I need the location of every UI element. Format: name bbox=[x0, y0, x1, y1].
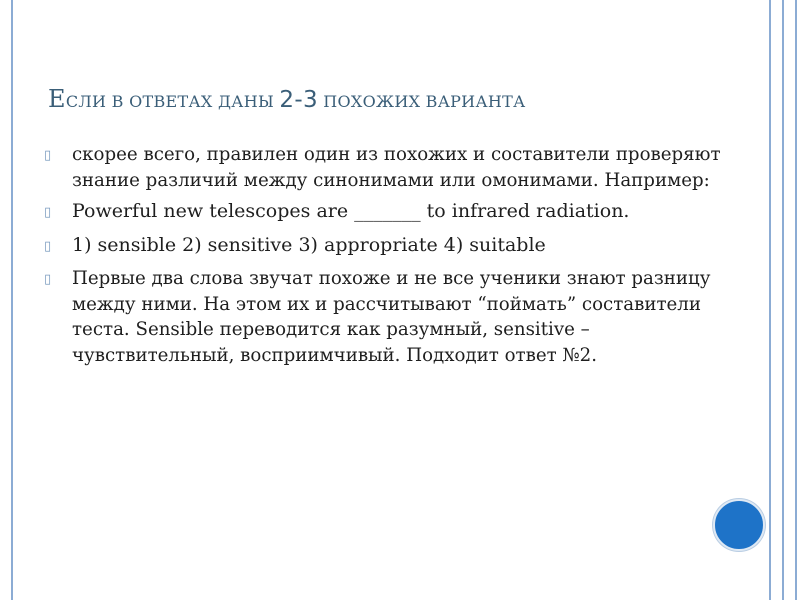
title-number: 2-3 bbox=[279, 87, 318, 113]
bullet-list bbox=[40, 142, 730, 374]
bullet-text-4: Первые два слова звучат похоже и не все ученики знают разницу между ними. На этом их и рассчитывают “поймать” составители теста. Sensible переводится как разумный, sensitive – чувствительный, восприимчивый. Подходит ответ №2. bbox=[72, 268, 711, 366]
bullet-item-1 bbox=[40, 142, 730, 193]
frame-line-left bbox=[11, 0, 13, 600]
bullet-text-1: скорее всего, правилен один из похожих и составители проверяют знание различий между синонимами или омонимами. Например: bbox=[72, 144, 721, 191]
frame-line-right-3 bbox=[795, 0, 797, 600]
frame-line-right-1 bbox=[769, 0, 771, 600]
frame-line-right-2 bbox=[782, 0, 784, 600]
bullet-marker-icon: ▯ bbox=[44, 205, 52, 220]
bullet-item-4 bbox=[40, 266, 730, 368]
title-initial: Е bbox=[48, 85, 66, 113]
slide-title bbox=[48, 85, 768, 113]
bullet-text-3: 1) sensible 2) sensitive 3) appropriate 4) suitable bbox=[72, 233, 546, 256]
bullet-marker-icon: ▯ bbox=[44, 238, 52, 254]
bullet-marker-icon: ▯ bbox=[44, 272, 52, 287]
title-part-2: ПОХОЖИХ ВАРИАНТА bbox=[317, 92, 526, 111]
decorative-circle-icon bbox=[713, 499, 765, 551]
bullet-item-3 bbox=[40, 233, 730, 259]
bullet-marker-icon: ▯ bbox=[44, 148, 52, 163]
bullet-item-2 bbox=[40, 199, 730, 225]
bullet-text-2: Powerful new telescopes are _______ to infrared radiation. bbox=[72, 200, 630, 222]
title-part-1: СЛИ В ОТВЕТАХ ДАНЫ bbox=[65, 92, 280, 111]
